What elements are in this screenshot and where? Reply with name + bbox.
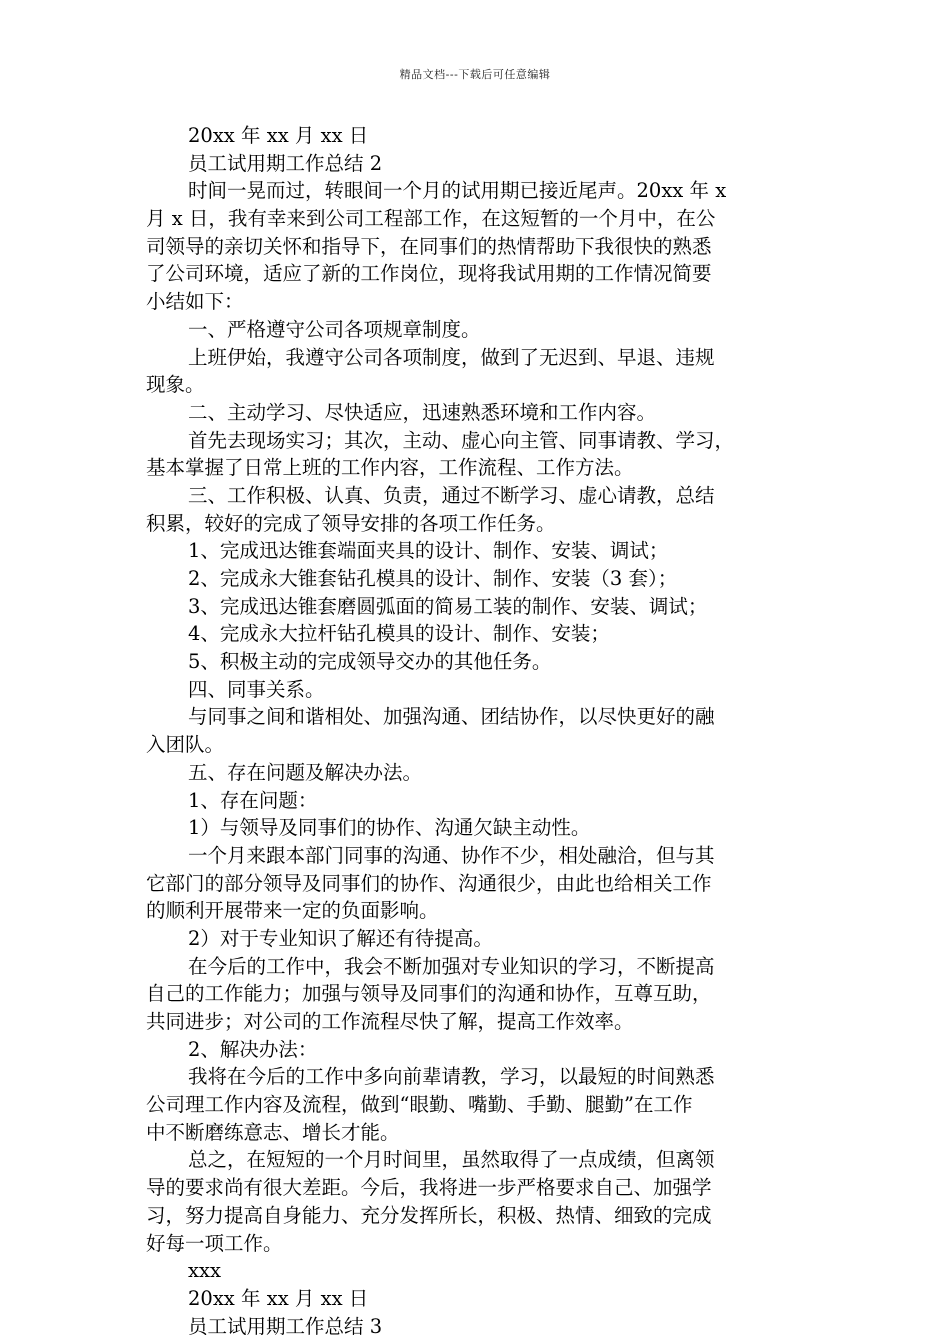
- text-line: 员工试用期工作总结 3: [188, 1314, 383, 1338]
- text-line: 小结如下：: [146, 290, 244, 314]
- text-line: 四、同事关系。: [188, 677, 325, 701]
- text-line: 1、存在问题：: [188, 788, 318, 812]
- text-line: 2、解决办法：: [188, 1037, 318, 1061]
- text-line: 一个月来跟本部门同事的沟通、协作不少，相处融洽，但与其: [188, 843, 715, 867]
- text-line: 二、主动学习、尽快适应，迅速熟悉环境和工作内容。: [188, 400, 657, 424]
- text-line: 司领导的亲切关怀和指导下，在同事们的热情帮助下我很快的熟悉: [146, 234, 712, 258]
- text-line: 自己的工作能力；加强与领导及同事们的沟通和协作，互尊互助，: [146, 982, 712, 1006]
- text-line: 入团队。: [146, 733, 225, 757]
- text-line: 时间一晃而过，转眼间一个月的试用期已接近尾声。20xx 年 x: [188, 179, 727, 203]
- text-line: 20xx 年 xx 月 xx 日: [188, 1286, 369, 1310]
- text-line: 的顺利开展带来一定的负面影响。: [146, 899, 439, 923]
- text-line: 现象。: [146, 373, 205, 397]
- text-line: 积累，较好的完成了领导安排的各项工作任务。: [146, 511, 556, 535]
- text-line: 中不断磨练意志、增长才能。: [146, 1120, 400, 1144]
- text-line: 导的要求尚有很大差距。今后，我将进一步严格要求自己、加强学: [146, 1176, 712, 1200]
- text-line: 一、严格遵守公司各项规章制度。: [188, 317, 481, 341]
- text-line: 首先去现场实习；其次，主动、虚心向主管、同事请教、学习，: [188, 428, 735, 452]
- text-line: 我将在今后的工作中多向前辈请教，学习，以最短的时间熟悉: [188, 1065, 715, 1089]
- text-line: 它部门的部分领导及同事们的协作、沟通很少，由此也给相关工作: [146, 871, 712, 895]
- text-line: 5、积极主动的完成领导交办的其他任务。: [188, 650, 552, 674]
- text-line: 习，努力提高自身能力、充分发挥所长，积极、热情、细致的完成: [146, 1203, 712, 1227]
- page-header-watermark: 精品文档---下载后可任意编辑: [399, 68, 551, 81]
- text-line: 月 x 日，我有幸来到公司工程部工作，在这短暂的一个月中，在公: [146, 207, 716, 231]
- document-body: [146, 122, 816, 1340]
- text-line: 1）与领导及同事们的协作、沟通欠缺主动性。: [188, 816, 591, 840]
- text-line: 20xx 年 xx 月 xx 日: [188, 124, 369, 147]
- text-line: 共同进步；对公司的工作流程尽快了解，提高工作效率。: [146, 1010, 634, 1033]
- text-line: 2、完成永大锥套钻孔模具的设计、制作、安装（3 套）；: [188, 567, 678, 590]
- text-line: 3、完成迅达锥套磨圆弧面的简易工装的制作、安装、调试；: [188, 594, 708, 618]
- text-line: 三、工作积极、认真、负责，通过不断学习、虚心请教，总结: [188, 483, 715, 507]
- text-line: 了公司环境，适应了新的工作岗位，现将我试用期的工作情况简要: [146, 262, 712, 286]
- text-line: 上班伊始，我遵守公司各项制度，做到了无迟到、早退、违规: [188, 345, 715, 369]
- text-line: 员工试用期工作总结 2: [188, 151, 383, 175]
- text-line: 1、完成迅达锥套端面夹具的设计、制作、安装、调试；: [188, 539, 669, 563]
- text-line: 公司理工作内容及流程，做到“眼勤、嘴勤、手勤、腿勤”在工作: [146, 1093, 693, 1117]
- text-line: 好每一项工作。: [146, 1231, 283, 1255]
- text-line: 2）对于专业知识了解还有待提高。: [188, 926, 493, 950]
- text-line: 与同事之间和谐相处、加强沟通、团结协作，以尽快更好的融: [188, 705, 715, 729]
- text-line: 在今后的工作中，我会不断加强对专业知识的学习，不断提高: [188, 954, 715, 978]
- text-line: 五、存在问题及解决办法。: [188, 760, 423, 784]
- text-line: 基本掌握了日常上班的工作内容，工作流程、工作方法。: [146, 456, 634, 480]
- text-line: xxx: [188, 1259, 221, 1283]
- text-line: 总之，在短短的一个月时间里，虽然取得了一点成绩，但离领: [188, 1148, 715, 1172]
- text-line: 4、完成永大拉杆钻孔模具的设计、制作、安装；: [188, 622, 610, 646]
